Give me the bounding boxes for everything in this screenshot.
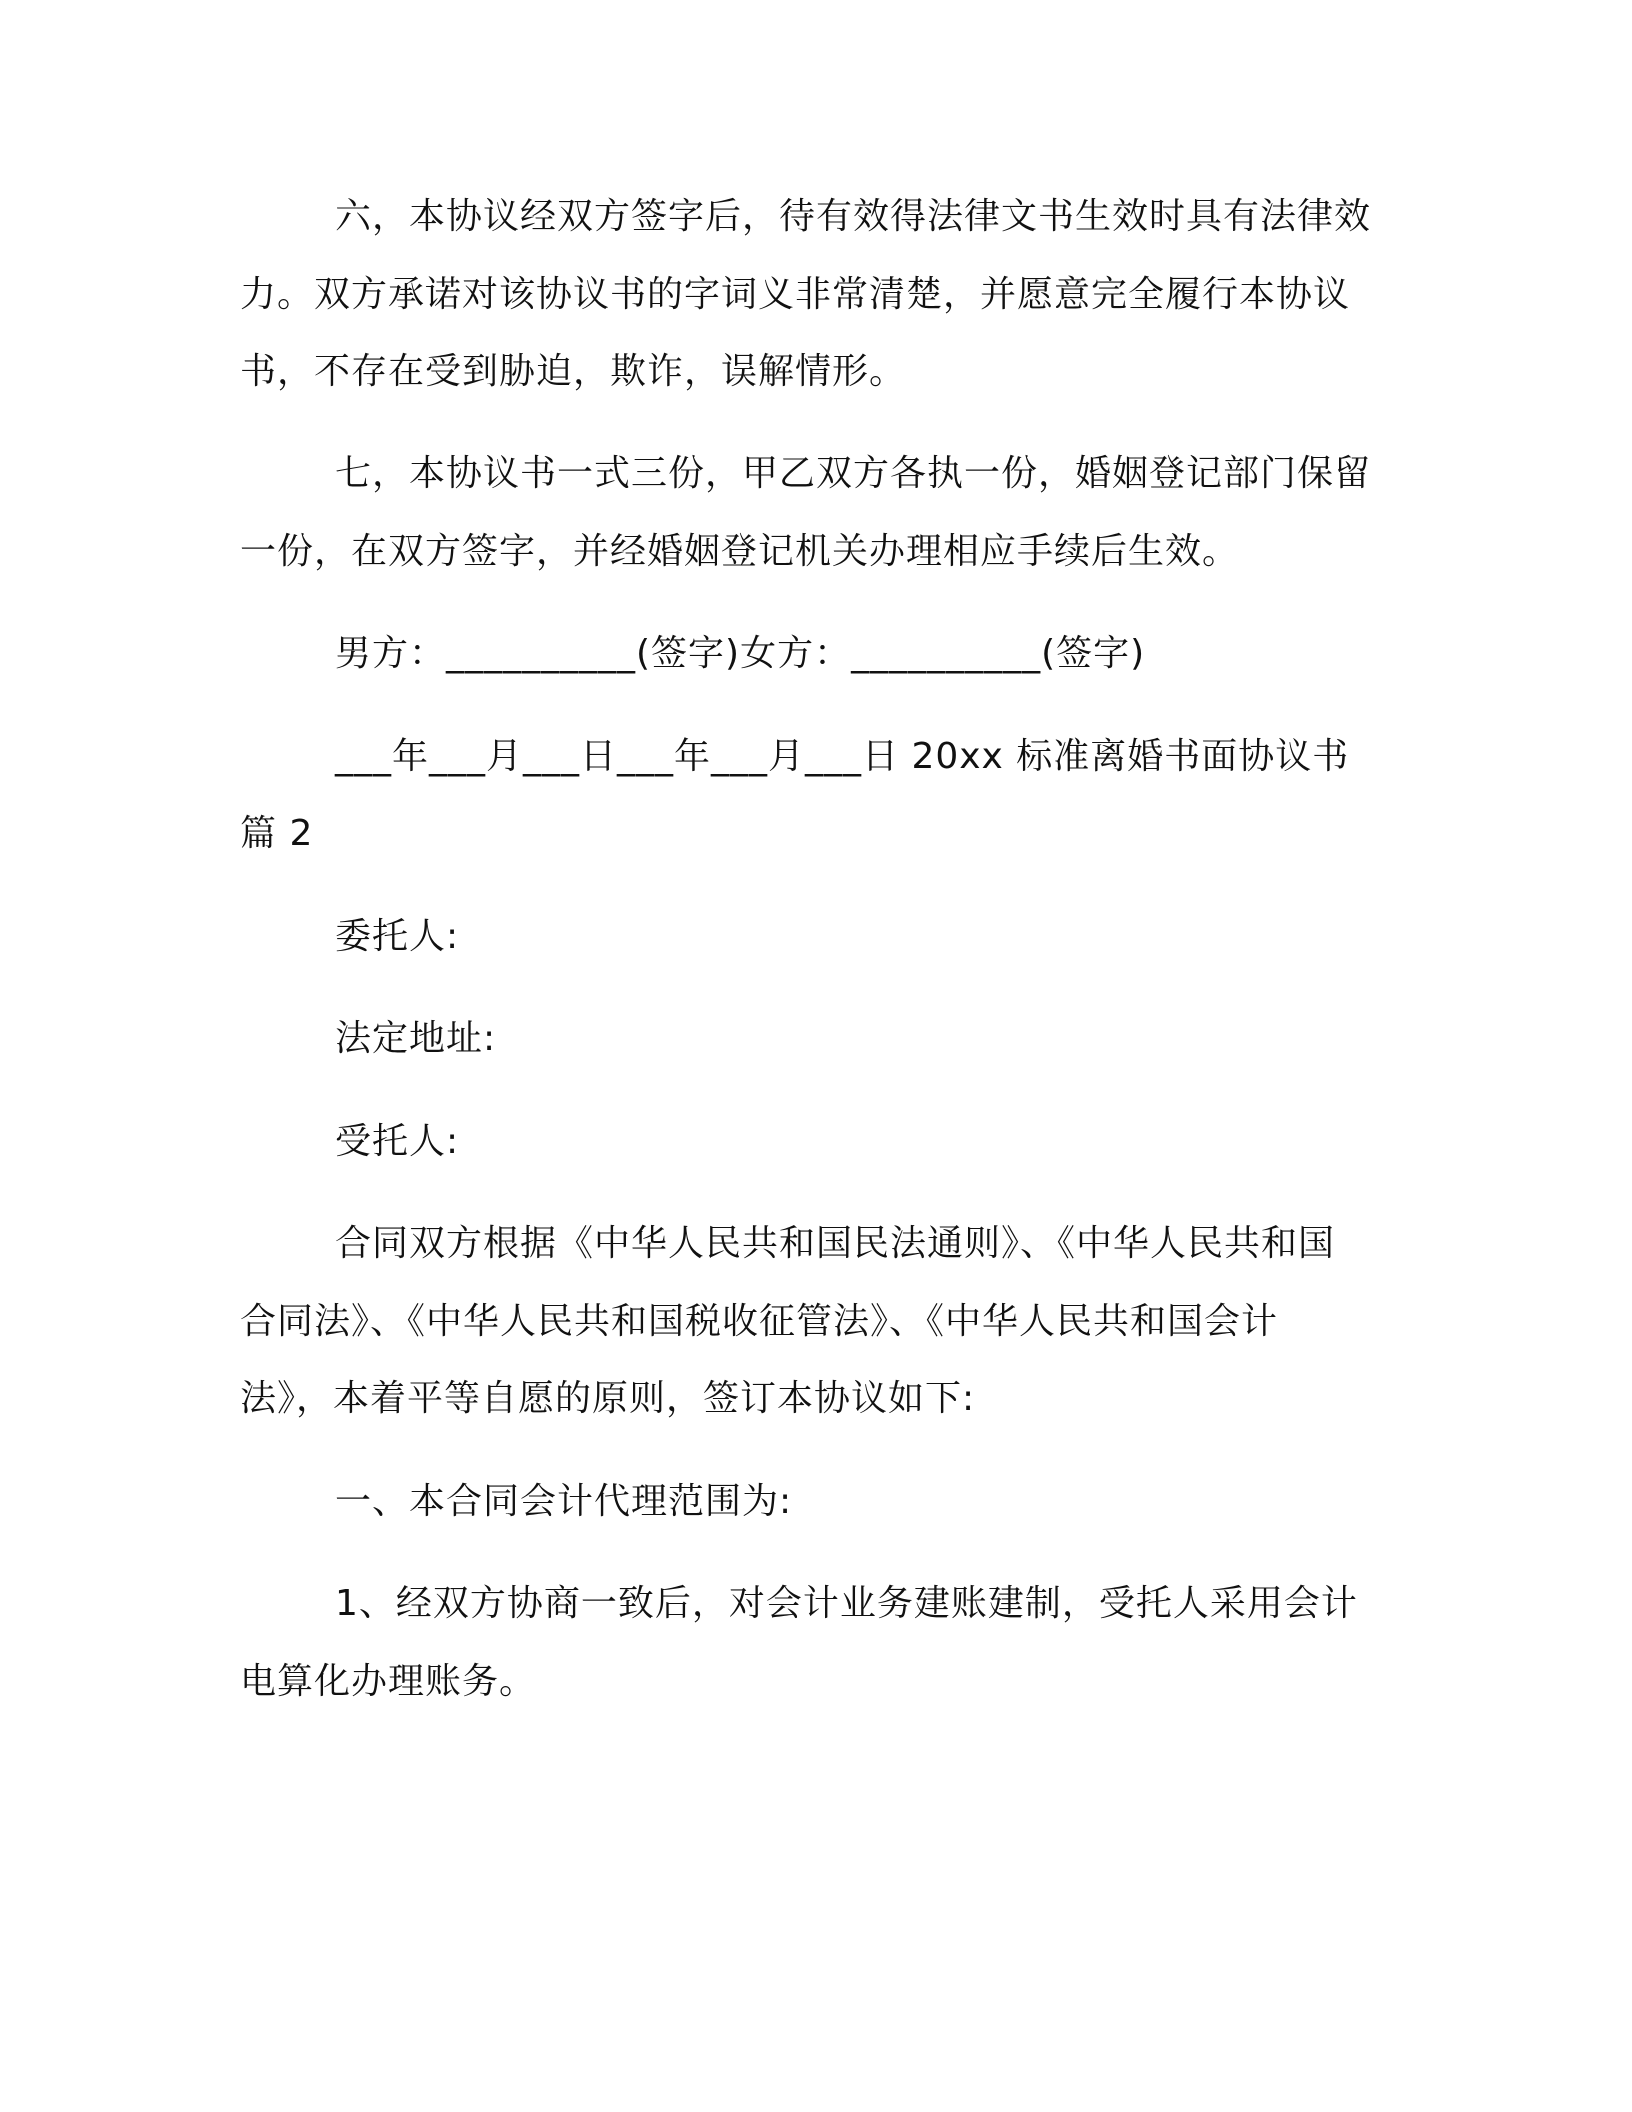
clause-6-line-2: 力。双方承诺对该协议书的字词义非常清楚，并愿意完全履行本协议	[240, 274, 1351, 315]
preamble-line-3: 法》，本着平等自愿的原则，签订本协议如下:	[240, 1378, 976, 1419]
preamble-line-2: 合同法》、《中华人民共和国税收征管法》、《中华人民共和国会计	[240, 1301, 1279, 1342]
clause-7-line-1: 七，本协议书一式三份，甲乙双方各执一份，婚姻登记部门保留	[335, 453, 1372, 494]
date-title-line-1: ___年___月___日___年___月___日 20xx 标准离婚书面协议书	[335, 736, 1350, 777]
signature-line: 男方：__________(签字)女方：__________(签字)	[335, 633, 1146, 674]
section-1-heading: 一、本合同会计代理范围为:	[335, 1481, 793, 1522]
clause-6-line-1: 六，本协议经双方签字后，待有效得法律文书生效时具有法律效	[335, 196, 1372, 237]
clause-6-line-3: 书，不存在受到胁迫，欺诈，误解情形。	[240, 351, 907, 392]
agent-label: 受托人:	[335, 1121, 460, 1162]
date-title-line-2: 篇 2	[240, 813, 314, 854]
preamble-line-1: 合同双方根据《中华人民共和国民法通则》、《中华人民共和国	[335, 1223, 1336, 1264]
clause-7-line-2: 一份，在双方签字，并经婚姻登记机关办理相应手续后生效。	[240, 531, 1240, 572]
legal-address-label: 法定地址:	[335, 1018, 497, 1059]
item-1-line-1: 1、经双方协商一致后，对会计业务建账建制，受托人采用会计	[335, 1583, 1358, 1624]
item-1-line-2: 电算化办理账务。	[240, 1661, 537, 1702]
principal-label: 委托人:	[335, 916, 460, 957]
